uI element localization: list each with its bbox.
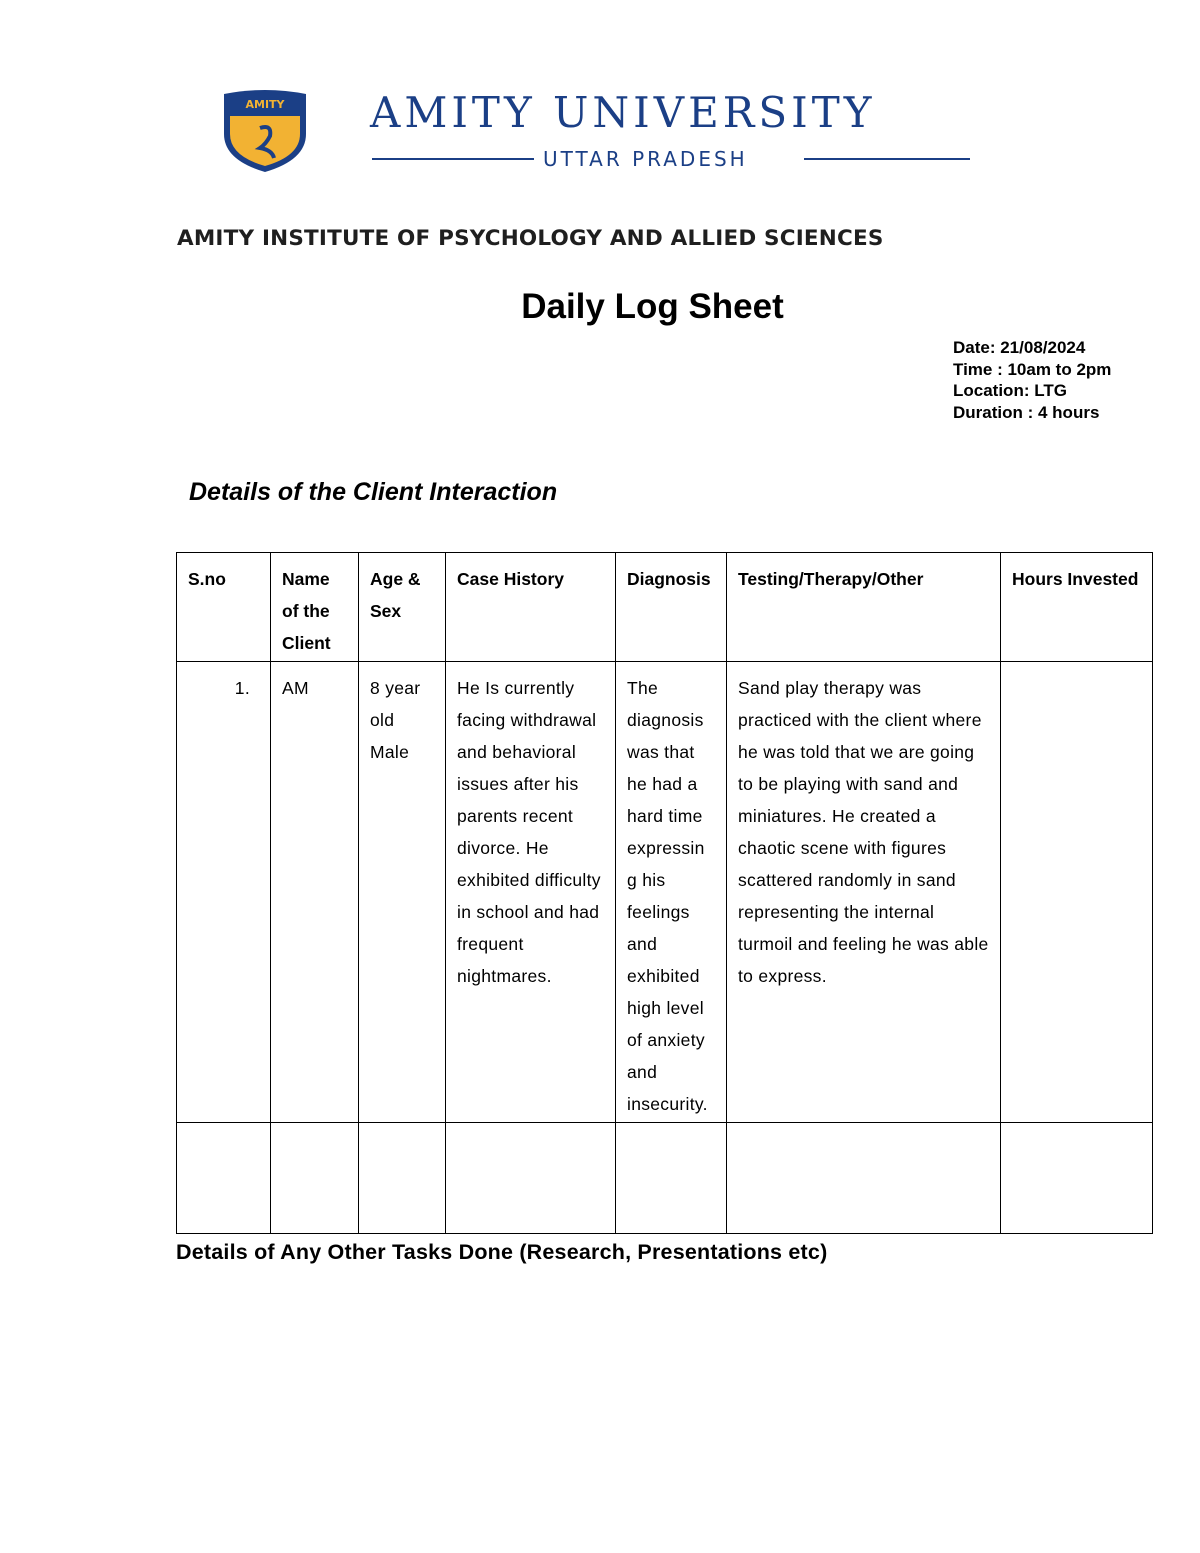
subtitle-rule-left xyxy=(372,158,534,160)
university-logo-block xyxy=(220,88,980,178)
table-header-row xyxy=(177,553,1153,662)
header-therapy: Testing/Therapy/Other xyxy=(727,553,1001,662)
subtitle-rule-right xyxy=(804,158,970,160)
cell-therapy: Sand play therapy was practiced with the client where he was told that we are going to be playing with sand and miniatures. He created a chaotic scene with figures scattered randomly in sand representing the internal turmoil and feeling he was able to express. xyxy=(727,662,1001,1123)
amity-shield-logo xyxy=(220,88,310,174)
cell-sno: 1. xyxy=(177,662,271,1123)
empty-cell xyxy=(1001,1123,1153,1234)
university-name: AMITY UNIVERSITY xyxy=(370,88,876,137)
section-title-other-tasks: Details of Any Other Tasks Done (Research, Presentations etc) xyxy=(176,1240,828,1264)
empty-cell xyxy=(177,1123,271,1234)
cell-name: AM xyxy=(271,662,359,1123)
cell-age-sex: 8 year old Male xyxy=(359,662,446,1123)
session-meta xyxy=(953,337,1111,423)
meta-time: Time : 10am to 2pm xyxy=(953,359,1112,379)
header-sno: S.no xyxy=(177,553,271,662)
cell-case-history: He Is currently facing withdrawal and behavioral issues after his parents recent divorce. He exhibited difficulty in school and had frequent nightmares. xyxy=(446,662,616,1123)
table-row-empty xyxy=(177,1123,1153,1234)
header-name: Name of the Client xyxy=(271,553,359,662)
meta-duration: Duration : 4 hours xyxy=(953,402,1100,422)
header-diagnosis: Diagnosis xyxy=(616,553,727,662)
empty-cell xyxy=(446,1123,616,1234)
meta-location: Location: LTG xyxy=(953,381,1067,400)
section-title-client-interaction: Details of the Client Interaction xyxy=(189,478,558,506)
empty-cell xyxy=(359,1123,446,1234)
institute-name: AMITY INSTITUTE OF PSYCHOLOGY AND ALLIED SCIENCES xyxy=(177,226,884,251)
header-age-sex: Age & Sex xyxy=(359,553,446,662)
empty-cell xyxy=(271,1123,359,1234)
client-interaction-table xyxy=(176,552,1153,1234)
meta-date: Date: 21/08/2024 xyxy=(953,338,1086,357)
empty-cell xyxy=(616,1123,727,1234)
svg-text:AMITY: AMITY xyxy=(245,98,285,111)
cell-hours xyxy=(1001,662,1153,1123)
cell-diagnosis: The diagnosis was that he had a hard time expressin g his feelings and exhibited high level of anxiety and insecurity. xyxy=(616,662,727,1123)
table-row xyxy=(177,662,1153,1123)
page-title: Daily Log Sheet xyxy=(521,287,784,326)
university-location: UTTAR PRADESH xyxy=(543,147,748,171)
empty-cell xyxy=(727,1123,1001,1234)
header-hours: Hours Invested xyxy=(1001,553,1153,662)
header-case-history: Case History xyxy=(446,553,616,662)
